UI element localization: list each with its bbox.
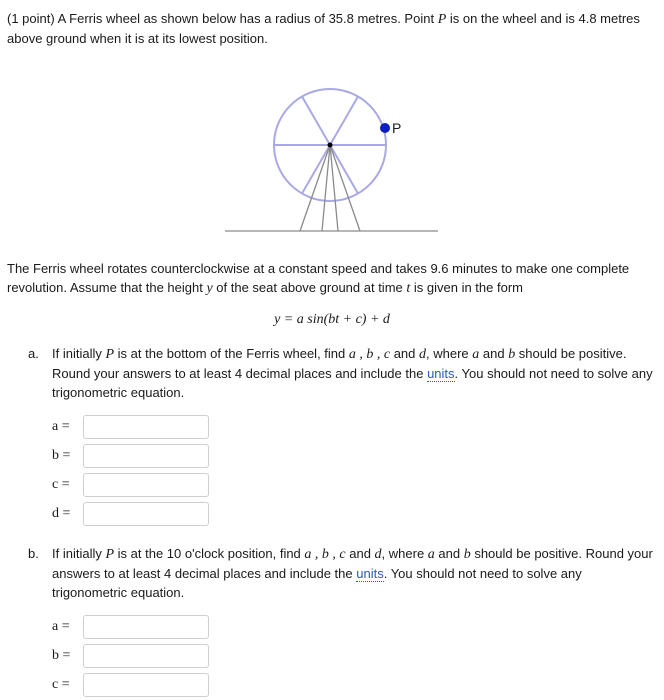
part-a-a-input[interactable]: [83, 415, 209, 439]
answer-row-c: [48, 673, 218, 699]
answer-row-a: [48, 615, 218, 641]
answer-row-a: [48, 415, 218, 441]
answer-row-d: [48, 502, 218, 528]
part-a-c-input[interactable]: [83, 473, 209, 497]
problem-intro: (1 point) A Ferris wheel as shown below has a radius of 35.8 metres. Point P is on the wheel and is 4.8 metres above ground when it is at its lowest position.: [7, 11, 640, 46]
part-b-question: If initially P is at the 10 o'clock position, find a , b , c and d, where a and b should be positive. Round your answers to at least 4 decimal places and include the units. You should not need to solve any trigonometric equation.: [52, 546, 653, 600]
rotation-description: The Ferris wheel rotates counterclockwise at a constant speed and takes 9.6 minutes to make one complete revolution. Assume that the height y of the seat above ground at time t is given in the form: [7, 261, 630, 296]
answer-row-b: [48, 444, 218, 470]
ferris-wheel-diagram: [225, 61, 438, 244]
answer-label: a =: [52, 619, 70, 634]
units-link[interactable]: units: [356, 566, 384, 581]
wheel-spoke: [302, 97, 330, 146]
answer-row-c: [48, 473, 218, 499]
units-link[interactable]: units: [427, 366, 455, 381]
wheel-hub: [328, 143, 333, 148]
part-b-c-input[interactable]: [83, 673, 209, 697]
ferris-wheel-figure: [225, 61, 438, 244]
points-label: (1 point): [7, 11, 55, 26]
height-formula: y = a sin(bt + c) + d: [274, 312, 390, 327]
part-a-question: If initially P is at the bottom of the Ferris wheel, find a , b , c and d, where a and b should be positive. Round your answers to at least 4 decimal places and include the units. You should not need to solve any trigonometric equation.: [52, 346, 653, 400]
answer-label: a =: [52, 419, 70, 434]
answer-label: d =: [52, 506, 71, 521]
answer-label: c =: [52, 677, 70, 692]
answer-label: c =: [52, 477, 70, 492]
part-b-b-input[interactable]: [83, 644, 209, 668]
part-b-marker: b.: [28, 546, 39, 561]
part-a-b-input[interactable]: [83, 444, 209, 468]
point-p-marker: [380, 123, 390, 133]
answer-label: b =: [52, 448, 71, 463]
part-b-a-input[interactable]: [83, 615, 209, 639]
answer-label: b =: [52, 648, 71, 663]
point-p-label: P: [392, 120, 402, 136]
wheel-spoke: [330, 97, 358, 146]
part-a-marker: a.: [28, 346, 39, 361]
answer-row-b: [48, 644, 218, 670]
part-a-d-input[interactable]: [83, 502, 209, 526]
